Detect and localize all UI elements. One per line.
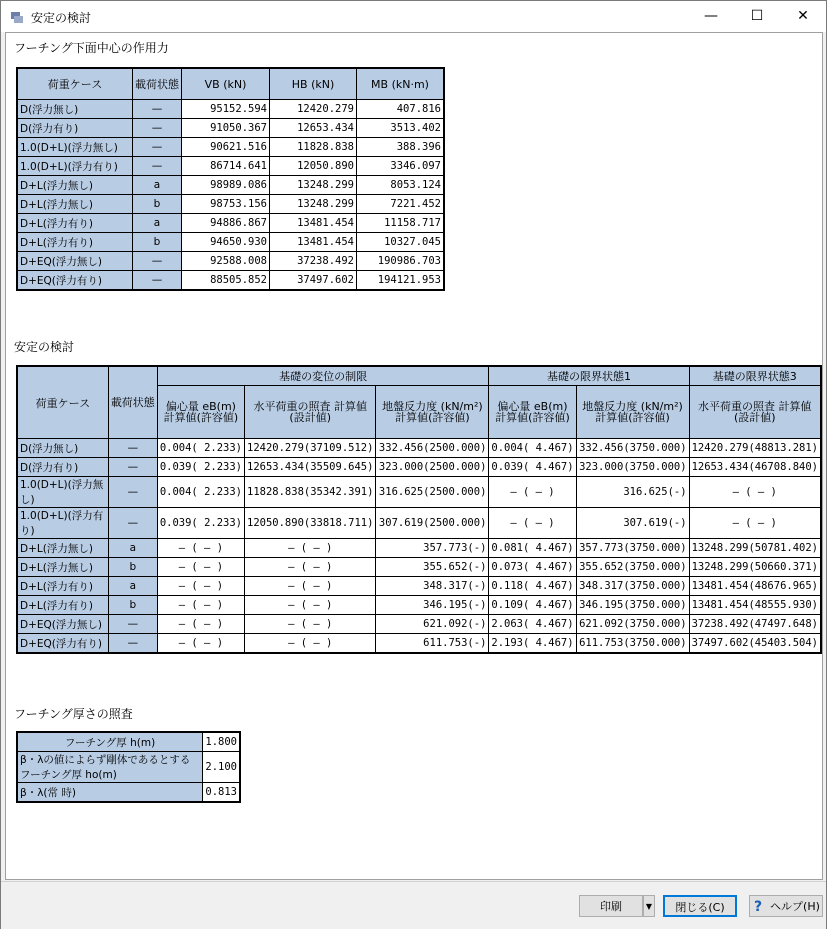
- value-cell-6: — ( — ): [689, 508, 821, 539]
- table-row: [17, 539, 821, 558]
- value-cell-1: — ( — ): [157, 539, 244, 558]
- help-icon: ?: [754, 899, 763, 915]
- vb-cell: 98989.086: [182, 176, 270, 195]
- value-cell-1: — ( — ): [157, 596, 244, 615]
- header-load-case: 荷重ケース: [17, 68, 133, 100]
- mb-cell: 11158.717: [357, 214, 445, 233]
- table-row: [17, 119, 444, 138]
- load-case-cell: 1.0(D+L)(浮力有り): [17, 157, 133, 176]
- table-row: [17, 577, 821, 596]
- hb-cell: 12653.434: [270, 119, 357, 138]
- load-case-cell: D+L(浮力無し): [17, 539, 108, 558]
- table-row: [17, 176, 444, 195]
- close-button[interactable]: 閉じる(C): [663, 895, 737, 917]
- value-cell-4: 2.063( 4.467): [489, 615, 576, 634]
- load-case-cell: D(浮力有り): [17, 458, 108, 477]
- button-bar: [1, 881, 826, 929]
- mb-cell: 8053.124: [357, 176, 445, 195]
- value-cell-1: 0.039( 2.233): [157, 508, 244, 539]
- vb-cell: 91050.367: [182, 119, 270, 138]
- table-row: [17, 596, 821, 615]
- value-cell-2: — ( — ): [245, 596, 376, 615]
- table-row: [17, 138, 444, 157]
- value-cell-4: 0.073( 4.467): [489, 558, 576, 577]
- table-row: [17, 477, 821, 508]
- load-case-cell: D+L(浮力有り): [17, 596, 108, 615]
- mb-cell: 388.396: [357, 138, 445, 157]
- forces-table: [16, 67, 445, 291]
- table-row: [17, 634, 821, 654]
- value-cell-4: 0.081( 4.467): [489, 539, 576, 558]
- hb-cell: 11828.838: [270, 138, 357, 157]
- load-state-cell: —: [133, 119, 182, 138]
- table-row: [17, 558, 821, 577]
- load-state-cell: b: [108, 596, 157, 615]
- value-cell-6: 13248.299(50660.371): [689, 558, 821, 577]
- value-cell-3: 355.652(-): [376, 558, 489, 577]
- table-row: [17, 732, 240, 752]
- vb-cell: 94886.867: [182, 214, 270, 233]
- hb-cell: 13481.454: [270, 214, 357, 233]
- window-title: 安定の検討: [31, 11, 92, 25]
- header-hb: HB (kN): [270, 68, 357, 100]
- table-row: [17, 157, 444, 176]
- value-cell-5: 323.000(3750.000): [576, 458, 689, 477]
- thickness-label-cell: フーチング厚 h(m): [17, 732, 203, 752]
- table-row: [17, 195, 444, 214]
- load-case-cell: D+L(浮力有り): [17, 577, 108, 596]
- header-horizontal-load-3: 水平荷重の照査 計算値(設計値): [689, 386, 821, 439]
- table-row: [17, 783, 240, 803]
- hb-cell: 37497.602: [270, 271, 357, 291]
- value-cell-4: — ( — ): [489, 508, 576, 539]
- load-state-cell: —: [108, 615, 157, 634]
- mb-cell: 407.816: [357, 100, 445, 119]
- load-case-cell: D+EQ(浮力無し): [17, 615, 108, 634]
- hb-cell: 13481.454: [270, 233, 357, 252]
- vb-cell: 98753.156: [182, 195, 270, 214]
- thickness-label-cell: β・λの値によらず剛体であるとするフーチング厚 ho(m): [17, 752, 203, 783]
- minimize-button[interactable]: —: [704, 8, 718, 24]
- vb-cell: 86714.641: [182, 157, 270, 176]
- hb-cell: 12050.890: [270, 157, 357, 176]
- thickness-value-cell: 0.813: [203, 783, 241, 803]
- header-eccentricity-2: 偏心量 eB(m) 計算値(許容値): [489, 386, 576, 439]
- table-row: [17, 439, 821, 458]
- value-cell-2: 11828.838(35342.391): [245, 477, 376, 508]
- table-row: [17, 100, 444, 119]
- header-soil-reaction-1: 地盤反力度 (kN/m²) 計算値(許容値): [376, 386, 489, 439]
- title-bar: [1, 1, 826, 32]
- value-cell-3: 316.625(2500.000): [376, 477, 489, 508]
- value-cell-6: 37497.602(45403.504): [689, 634, 821, 654]
- mb-cell: 190986.703: [357, 252, 445, 271]
- value-cell-1: — ( — ): [157, 558, 244, 577]
- value-cell-5: 332.456(3750.000): [576, 439, 689, 458]
- value-cell-3: 348.317(-): [376, 577, 489, 596]
- value-cell-4: 0.118( 4.467): [489, 577, 576, 596]
- value-cell-1: — ( — ): [157, 577, 244, 596]
- load-state-cell: —: [133, 271, 182, 291]
- value-cell-2: 12420.279(37109.512): [245, 439, 376, 458]
- print-button[interactable]: 印刷: [579, 895, 643, 917]
- maximize-button[interactable]: ☐: [750, 8, 764, 24]
- value-cell-2: — ( — ): [245, 634, 376, 654]
- value-cell-2: — ( — ): [245, 539, 376, 558]
- value-cell-3: 621.092(-): [376, 615, 489, 634]
- header-soil-reaction-2: 地盤反力度 (kN/m²) 計算値(許容値): [576, 386, 689, 439]
- value-cell-6: 37238.492(47497.648): [689, 615, 821, 634]
- value-cell-5: 355.652(3750.000): [576, 558, 689, 577]
- load-case-cell: D+L(浮力有り): [17, 233, 133, 252]
- load-case-cell: D(浮力無し): [17, 100, 133, 119]
- load-state-cell: a: [133, 214, 182, 233]
- load-state-cell: —: [133, 252, 182, 271]
- table-row: [17, 271, 444, 291]
- value-cell-3: 307.619(2500.000): [376, 508, 489, 539]
- load-state-cell: b: [133, 195, 182, 214]
- report-panel: [5, 32, 823, 880]
- load-case-cell: D+L(浮力無し): [17, 195, 133, 214]
- load-case-cell: D+EQ(浮力有り): [17, 271, 133, 291]
- value-cell-5: 346.195(3750.000): [576, 596, 689, 615]
- section-title-stability: 安定の検討: [14, 340, 75, 354]
- vb-cell: 88505.852: [182, 271, 270, 291]
- vb-cell: 94650.930: [182, 233, 270, 252]
- value-cell-2: 12653.434(35509.645): [245, 458, 376, 477]
- vb-cell: 92588.008: [182, 252, 270, 271]
- mb-cell: 3513.402: [357, 119, 445, 138]
- hb-cell: 37238.492: [270, 252, 357, 271]
- table-row: [17, 615, 821, 634]
- section-title-forces: フーチング下面中心の作用力: [14, 41, 169, 55]
- header-horizontal-load-1: 水平荷重の照査 計算値(設計値): [245, 386, 376, 439]
- value-cell-6: 13248.299(50781.402): [689, 539, 821, 558]
- value-cell-6: 13481.454(48555.930): [689, 596, 821, 615]
- vb-cell: 90621.516: [182, 138, 270, 157]
- table-row: [17, 752, 240, 783]
- value-cell-6: 12420.279(48813.281): [689, 439, 821, 458]
- mb-cell: 7221.452: [357, 195, 445, 214]
- value-cell-1: — ( — ): [157, 615, 244, 634]
- header-load-case: 荷重ケース: [17, 366, 108, 439]
- value-cell-6: 13481.454(48676.965): [689, 577, 821, 596]
- load-case-cell: D(浮力無し): [17, 439, 108, 458]
- load-case-cell: 1.0(D+L)(浮力無し): [17, 477, 108, 508]
- load-state-cell: —: [108, 634, 157, 654]
- value-cell-3: 346.195(-): [376, 596, 489, 615]
- value-cell-5: 621.092(3750.000): [576, 615, 689, 634]
- value-cell-5: 316.625(-): [576, 477, 689, 508]
- value-cell-6: 12653.434(46708.840): [689, 458, 821, 477]
- mb-cell: 194121.953: [357, 271, 445, 291]
- value-cell-2: — ( — ): [245, 615, 376, 634]
- value-cell-3: 323.000(2500.000): [376, 458, 489, 477]
- header-vb: VB (kN): [182, 68, 270, 100]
- print-dropdown-arrow-icon[interactable]: ▼: [643, 895, 655, 917]
- value-cell-1: 0.004( 2.233): [157, 439, 244, 458]
- vb-cell: 95152.594: [182, 100, 270, 119]
- table-row: [17, 252, 444, 271]
- header-load-state: 載荷状態: [108, 366, 157, 439]
- help-button-label: ヘルプ(H): [770, 900, 820, 913]
- load-state-cell: —: [133, 138, 182, 157]
- value-cell-1: — ( — ): [157, 634, 244, 654]
- thickness-value-cell: 2.100: [203, 752, 241, 783]
- table-row: [17, 233, 444, 252]
- mb-cell: 3346.097: [357, 157, 445, 176]
- load-case-cell: 1.0(D+L)(浮力無し): [17, 138, 133, 157]
- load-case-cell: D+L(浮力無し): [17, 176, 133, 195]
- load-state-cell: —: [108, 508, 157, 539]
- load-case-cell: D(浮力有り): [17, 119, 133, 138]
- load-state-cell: a: [108, 539, 157, 558]
- value-cell-5: 307.619(-): [576, 508, 689, 539]
- value-cell-4: 0.039( 4.467): [489, 458, 576, 477]
- value-cell-1: 0.039( 2.233): [157, 458, 244, 477]
- value-cell-5: 357.773(3750.000): [576, 539, 689, 558]
- value-cell-2: — ( — ): [245, 577, 376, 596]
- load-state-cell: —: [108, 477, 157, 508]
- app-icon: [10, 10, 24, 24]
- header-eccentricity-1: 偏心量 eB(m) 計算値(許容値): [157, 386, 244, 439]
- value-cell-1: 0.004( 2.233): [157, 477, 244, 508]
- value-cell-5: 348.317(3750.000): [576, 577, 689, 596]
- table-row: [17, 214, 444, 233]
- value-cell-4: — ( — ): [489, 477, 576, 508]
- help-button[interactable]: [749, 895, 823, 917]
- value-cell-6: — ( — ): [689, 477, 821, 508]
- thickness-value-cell: 1.800: [203, 732, 241, 752]
- load-state-cell: —: [108, 458, 157, 477]
- value-cell-4: 0.004( 4.467): [489, 439, 576, 458]
- hb-cell: 12420.279: [270, 100, 357, 119]
- close-window-button[interactable]: ✕: [797, 8, 809, 24]
- load-state-cell: —: [133, 100, 182, 119]
- value-cell-4: 0.109( 4.467): [489, 596, 576, 615]
- load-state-cell: b: [108, 558, 157, 577]
- hb-cell: 13248.299: [270, 176, 357, 195]
- value-cell-5: 611.753(3750.000): [576, 634, 689, 654]
- load-state-cell: —: [133, 157, 182, 176]
- header-group-limit3: 基礎の限界状態3: [689, 366, 821, 386]
- value-cell-2: 12050.890(33818.711): [245, 508, 376, 539]
- value-cell-3: 332.456(2500.000): [376, 439, 489, 458]
- load-state-cell: a: [133, 176, 182, 195]
- load-case-cell: D+L(浮力有り): [17, 214, 133, 233]
- load-state-cell: —: [108, 439, 157, 458]
- stability-table: [16, 365, 822, 654]
- table-row: [17, 458, 821, 477]
- load-state-cell: a: [108, 577, 157, 596]
- mb-cell: 10327.045: [357, 233, 445, 252]
- header-group-displacement: 基礎の変位の制限: [157, 366, 489, 386]
- header-group-limit1: 基礎の限界状態1: [489, 366, 689, 386]
- value-cell-2: — ( — ): [245, 558, 376, 577]
- thickness-label-cell: β・λ(常 時): [17, 783, 203, 803]
- hb-cell: 13248.299: [270, 195, 357, 214]
- table-row: [17, 508, 821, 539]
- load-state-cell: b: [133, 233, 182, 252]
- value-cell-3: 611.753(-): [376, 634, 489, 654]
- load-case-cell: D+L(浮力無し): [17, 558, 108, 577]
- thickness-table: [16, 731, 241, 803]
- value-cell-3: 357.773(-): [376, 539, 489, 558]
- section-title-thickness: フーチング厚さの照査: [14, 707, 133, 721]
- load-case-cell: 1.0(D+L)(浮力有り): [17, 508, 108, 539]
- header-mb: MB (kN·m): [357, 68, 445, 100]
- header-load-state: 載荷状態: [133, 68, 182, 100]
- load-case-cell: D+EQ(浮力無し): [17, 252, 133, 271]
- load-case-cell: D+EQ(浮力有り): [17, 634, 108, 654]
- value-cell-4: 2.193( 4.467): [489, 634, 576, 654]
